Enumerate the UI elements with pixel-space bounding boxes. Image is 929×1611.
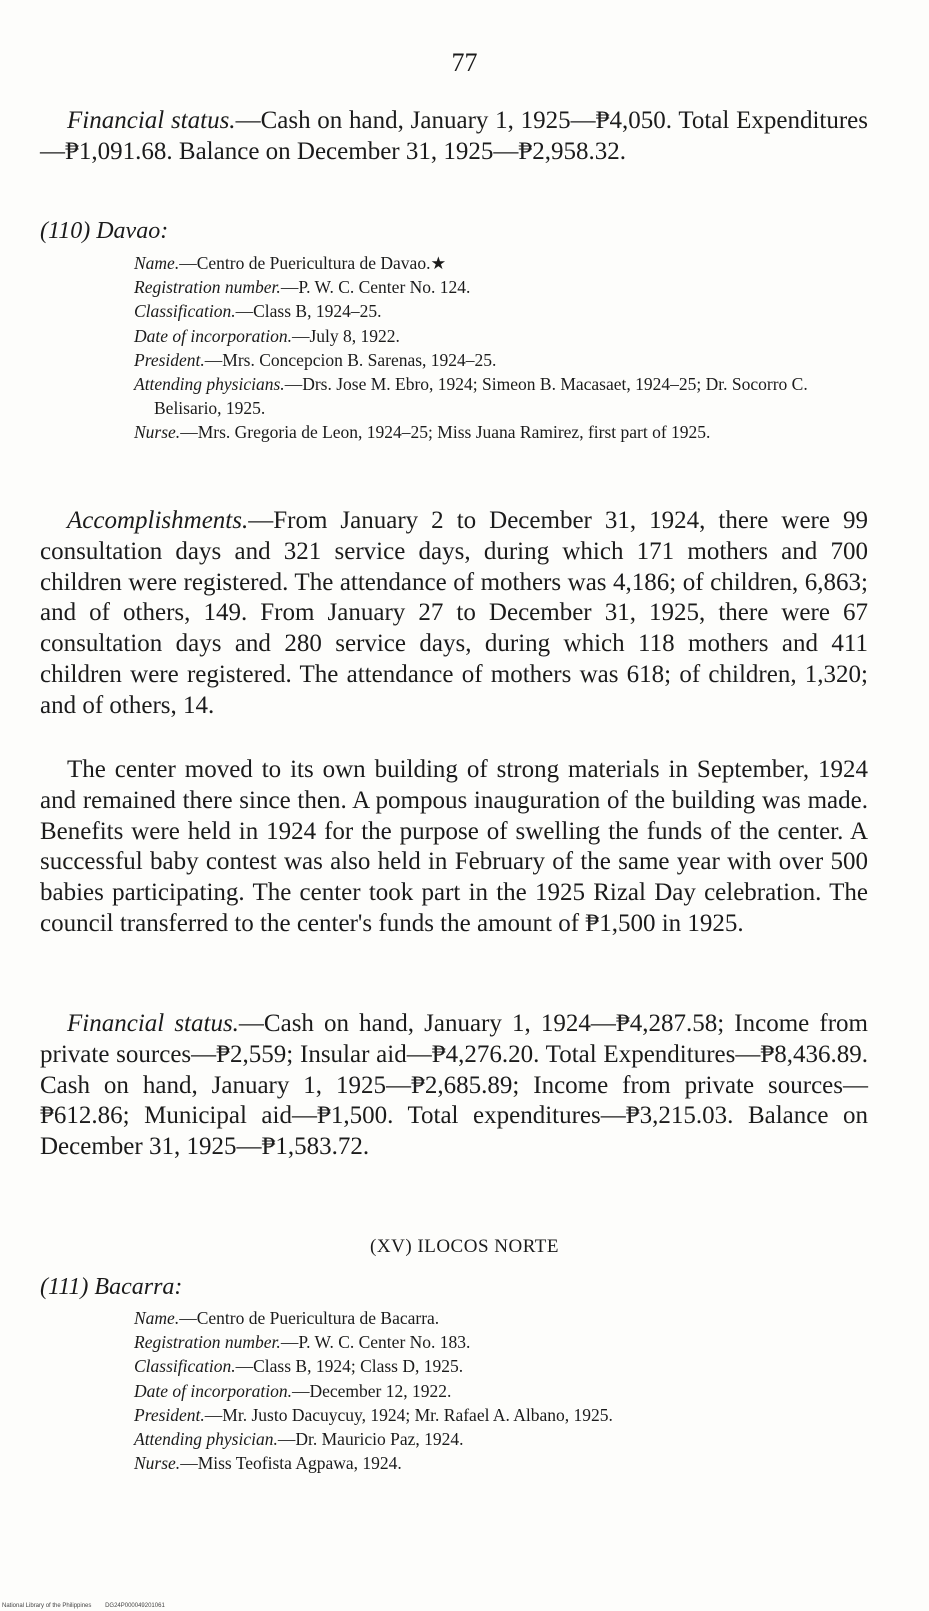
detail-label: Name. (134, 253, 180, 273)
footer-code: DG24P000049201061 (105, 1603, 165, 1609)
page-number: 77 (451, 48, 478, 77)
section-heading: (XV) ILOCOS NORTE (370, 1236, 559, 1257)
entry-number: (110) (40, 218, 91, 244)
detail-incorporation (134, 324, 872, 348)
entry-place: Davao: (96, 218, 169, 244)
detail-classification (134, 299, 872, 323)
paragraph-label: Financial status. (67, 1010, 239, 1037)
detail-label: Registration number. (134, 1332, 281, 1353)
detail-label: Date of incorporation. (134, 1380, 292, 1401)
paragraph-text: —From January 2 to December 31, 1924, there were 99 consultation days and 321 service days, during which 171 mothers and 700 children were registered. The attendance of mothers was 4,186; of children, 6,863; and of others, 149. From January 27 to December 31, 1925, there were 67 consultation days and 280 service days, during which 118 mothers and 411 children were registered. The attendance of mothers was 618; of children, 1,320; and of others, 14. (40, 507, 868, 719)
entry-heading-111 (40, 1274, 182, 1301)
detail-label: Registration number. (134, 277, 281, 298)
detail-text: —Drs. Jose M. Ebro, 1924; Simeon B. Macasaet, 1924–25; Dr. Socorro C. Belisario, 1925. (154, 374, 808, 419)
detail-text: —Centro de Puericultura de Bacarra. (179, 1308, 440, 1328)
detail-classification (134, 1354, 872, 1378)
detail-label: President. (134, 349, 205, 370)
detail-registration (134, 275, 872, 299)
paragraph-text: —Cash on hand, January 1, 1924—₱4,287.58; Income from private sources—₱2,559; Insular aid—₱4,276.20. Total Expenditures—₱8,436.89. Cash on hand, January 1, 1925—₱2,685.89; Income from private sources—₱612.86; Municipal aid—₱1,500. Total expenditures—₱3,215.03. Balance on December 31, 1925—₱1,583.72. (40, 1010, 868, 1161)
accomplishments-paragraph (40, 506, 868, 722)
detail-physician (134, 1427, 872, 1451)
detail-label: Name. (134, 1308, 180, 1328)
paragraph-text: The center moved to its own building of strong materials in September, 1924 and remained there since then. A pompous inauguration of the building was made. Benefits were held in 1924 for the purpose of swelling the funds of the center. A successful baby contest was also held in February of the same year with over 500 babies participating. The center took part in the 1925 Rizal Day celebration. The council transferred to the center's funds the amount of ₱1,500 in 1925. (40, 756, 868, 937)
detail-nurse (134, 420, 872, 444)
paragraph-label: Accomplishments. (67, 507, 249, 534)
paragraph-label: Financial status. (67, 107, 236, 134)
detail-text: —July 8, 1922. (291, 325, 400, 346)
detail-text: —P. W. C. Center No. 183. (280, 1332, 471, 1353)
detail-name (134, 1306, 872, 1330)
detail-text: —Class B, 1924–25. (235, 301, 382, 322)
detail-label: President. (134, 1404, 205, 1425)
entry-heading-110 (40, 218, 168, 245)
financial-status-paragraph-1 (40, 106, 868, 168)
detail-text: —Class B, 1924; Class D, 1925. (235, 1356, 464, 1377)
detail-text: —P. W. C. Center No. 124. (280, 277, 471, 298)
financial-status-paragraph-2 (40, 1009, 868, 1163)
detail-label: Attending physicians. (134, 374, 285, 395)
detail-text: —Mrs. Gregoria de Leon, 1924–25; Miss Juana Ramirez, first part of 1925. (180, 422, 711, 443)
detail-label: Attending physician. (134, 1429, 278, 1450)
detail-text: —Miss Teofista Agpawa, 1924. (180, 1453, 402, 1474)
detail-physicians (134, 372, 872, 420)
detail-label: Classification. (134, 1356, 236, 1377)
center-history-paragraph (40, 755, 868, 940)
footer-library: National Library of the Philippines (2, 1603, 92, 1609)
detail-president (134, 348, 872, 372)
detail-label: Classification. (134, 301, 236, 322)
entry-details-111 (134, 1306, 872, 1475)
detail-incorporation (134, 1379, 872, 1403)
detail-label: Date of incorporation. (134, 325, 292, 346)
detail-text: —Centro de Puericultura de Davao.★ (179, 253, 447, 273)
detail-text: —Mr. Justo Dacuycuy, 1924; Mr. Rafael A. Albano, 1925. (204, 1404, 613, 1425)
detail-text: —Mrs. Concepcion B. Sarenas, 1924–25. (204, 349, 497, 370)
detail-registration (134, 1330, 872, 1354)
detail-text: —Dr. Mauricio Paz, 1924. (277, 1429, 464, 1450)
detail-name (134, 251, 872, 275)
entry-number: (111) (40, 1274, 89, 1300)
paragraph-text: —Cash on hand, January 1, 1925—₱4,050. Total Expenditures—₱1,091.68. Balance on December 31, 1925—₱2,958.32. (40, 107, 869, 165)
scan-footer (2, 1603, 177, 1609)
entry-details-110 (134, 251, 872, 445)
entry-place: Bacarra: (94, 1274, 183, 1300)
detail-president (134, 1403, 872, 1427)
detail-text: —December 12, 1922. (291, 1380, 452, 1401)
detail-label: Nurse. (134, 1453, 181, 1474)
detail-nurse (134, 1451, 872, 1475)
detail-label: Nurse. (134, 422, 181, 443)
